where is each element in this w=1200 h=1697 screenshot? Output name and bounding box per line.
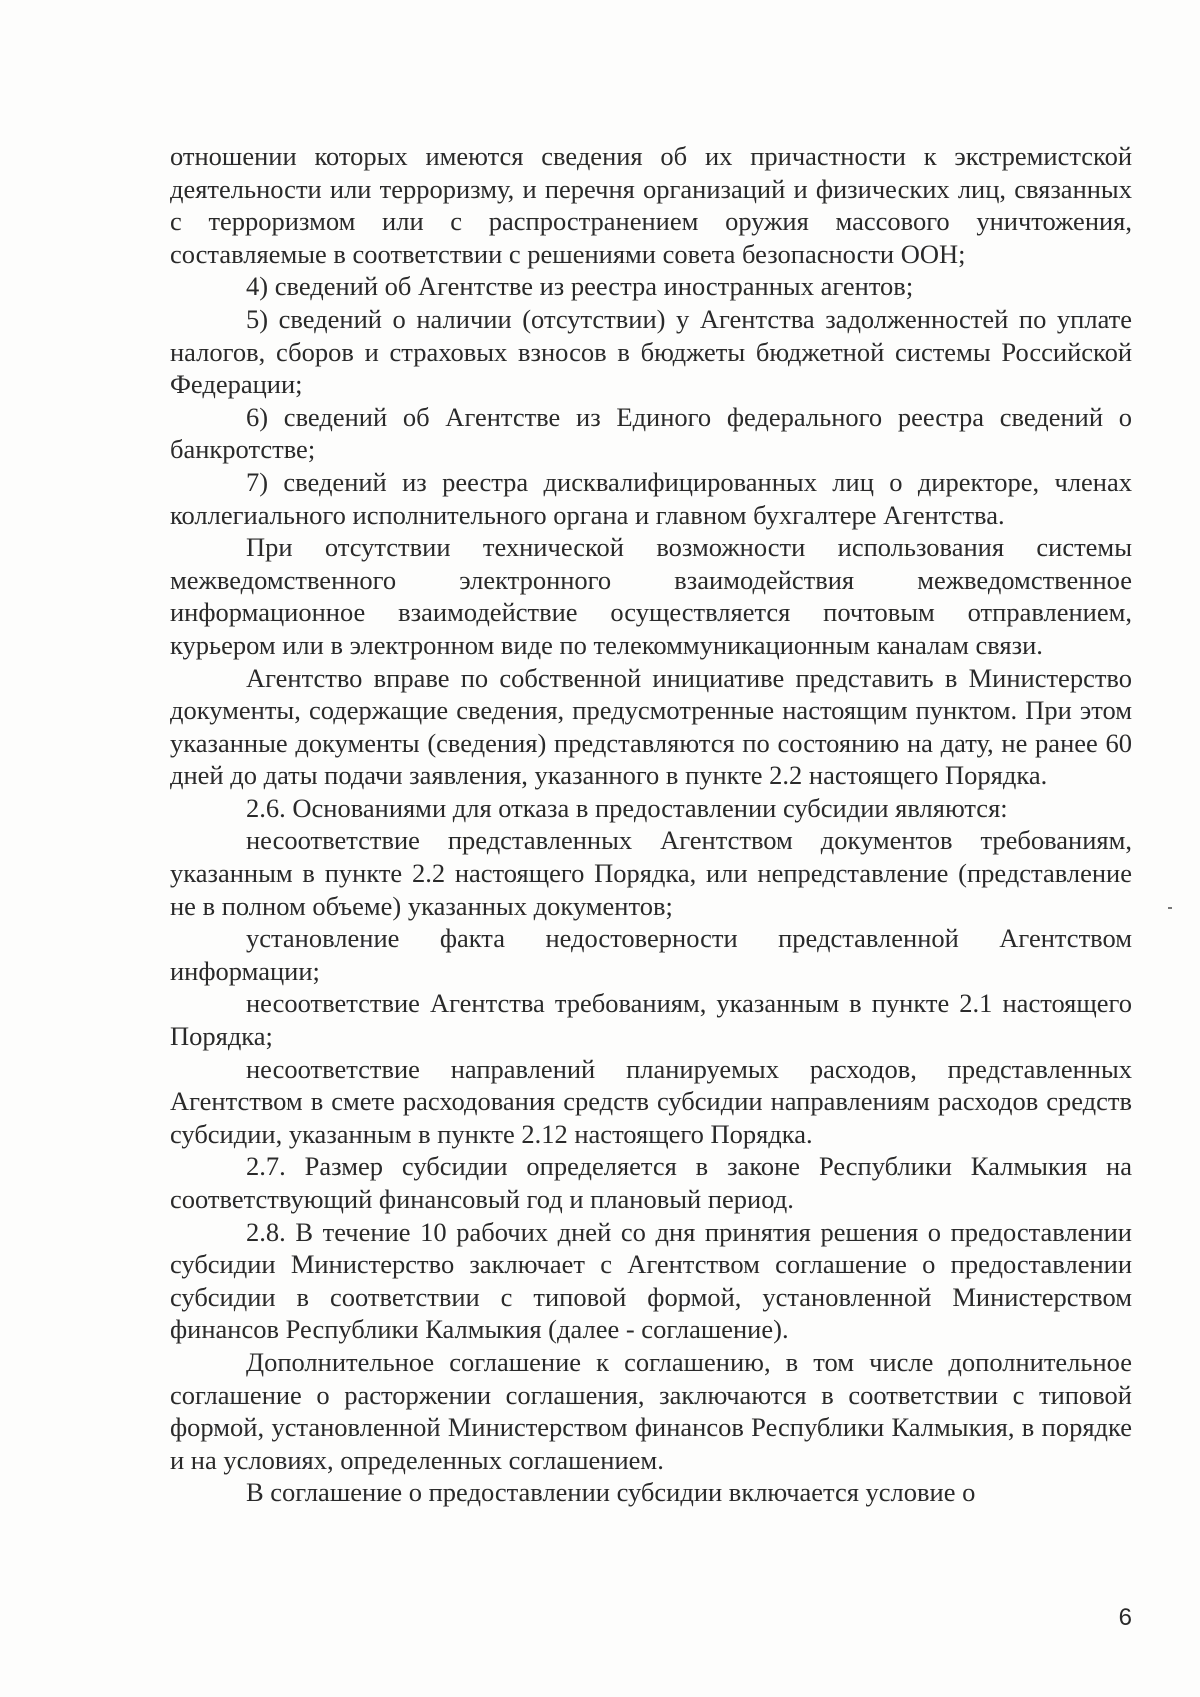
paragraph-item-7-disqualified-persons: 7) сведений из реестра дисквалифицированных лиц о директоре, членах коллегиального исполнительного органа и главном бухгалтере Агентства. <box>170 466 1132 530</box>
paragraph-2-7-subsidy-amount: 2.7. Размер субсидии определяется в законе Республики Калмыкия на соответствующий финансовый год и плановый период. <box>170 1151 1132 1214</box>
document-body <box>170 140 1132 1509</box>
paragraph-refusal-documents: несоответствие представленных Агентством документов требованиям, указанным в пункте 2.2 настоящего Порядка, или непредставление (представление не в полном объеме) указанных документов; <box>170 825 1132 921</box>
paragraph-refusal-requirements: несоответствие Агентства требованиям, указанным в пункте 2.1 настоящего Порядка; <box>170 988 1132 1052</box>
paragraph-item-6-bankruptcy: 6) сведений об Агентстве из Единого федерального реестра сведений о банкротстве; <box>170 401 1132 465</box>
paragraph-2-8-agreement: 2.8. В течение 10 рабочих дней со дня принятия решения о предоставлении субсидии Министерство заключает с Агентством соглашение о предоставлении субсидии в соответствии с типовой формой, установленной Министерством финансов Республики Калмыкия (далее - соглашение). <box>170 1216 1132 1345</box>
paragraph-2-6-refusal-grounds: 2.6. Основаниями для отказа в предоставлении субсидии являются: <box>246 792 1008 823</box>
paragraph-refusal-expense-directions: несоответствие направлений планируемых расходов, представленных Агентством в смете расходования средств субсидии направлениям расходов средств субсидии, указанным в пункте 2.12 настоящего Порядка. <box>170 1053 1132 1149</box>
paragraph-agency-own-initiative: Агентство вправе по собственной инициативе представить в Министерство документы, содержащие сведения, предусмотренные настоящим пунктом. При этом указанные документы (сведения) представляются по состоянию на дату, не ранее 60 дней до даты подачи заявления, указанного в пункте 2.2 настоящего Порядка. <box>170 662 1132 791</box>
paragraph-interagency-interaction: При отсутствии технической возможности использования системы межведомственного электронного взаимодействия межведомственное информационное взаимодействие осуществляется почтовым отправлением, курьером или в электронном виде по телекоммуникационным каналам связи. <box>170 532 1132 660</box>
page-number: 6 <box>1118 1604 1132 1631</box>
paragraph-agreement-condition: В соглашение о предоставлении субсидии включается условие о <box>246 1477 976 1508</box>
paragraph-terrorism-lists: отношении которых имеются сведения об их причастности к экстремистской деятельности или терроризму, и перечня организаций и физических лиц, связанных с терроризмом или с распространением оружия массового уничтожения, составляемые в соответствии с решениями совета безопасности ООН; <box>170 141 1132 269</box>
paragraph-refusal-false-info: установление факта недостоверности представленной Агентством информации; <box>170 923 1132 986</box>
paragraph-additional-agreement: Дополнительное соглашение к соглашению, в том числе дополнительное соглашение о расторжении соглашения, заключаются в соответствии с типовой формой, установленной Министерством финансов Республики Калмыкия, в порядке и на условиях, определенных соглашением. <box>170 1346 1132 1475</box>
paragraph-item-5-tax-debts: 5) сведений о наличии (отсутствии) у Агентства задолженностей по уплате налогов, сборов и страховых взносов в бюджеты бюджетной системы Российской Федерации; <box>170 303 1132 400</box>
paragraph-item-4-foreign-agents: 4) сведений об Агентстве из реестра иностранных агентов; <box>246 271 914 302</box>
scan-speck <box>1168 907 1172 909</box>
